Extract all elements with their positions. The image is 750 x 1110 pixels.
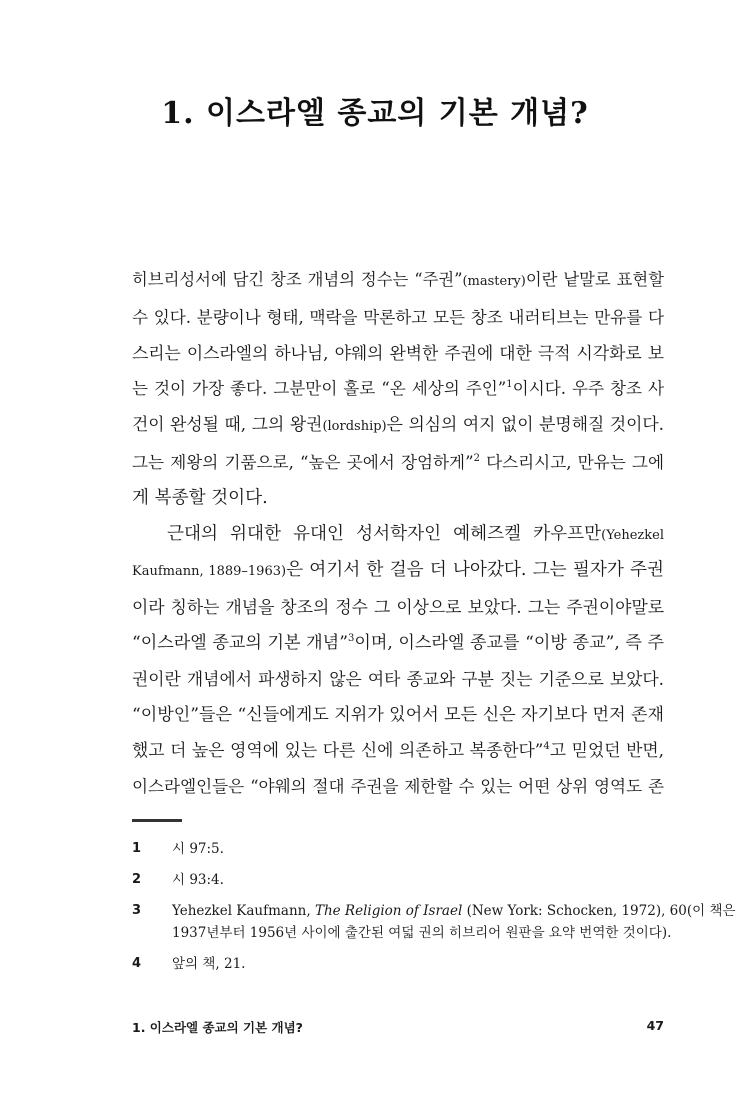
text-line [132, 407, 664, 445]
footnote-line: 1937년부터 1956년 사이에 출간된 여덟 권의 히브리어 원판을 요약 번역한 것이다). [172, 925, 672, 941]
footnote-divider [132, 819, 182, 822]
footnote-ref[interactable]: 3 [347, 632, 355, 644]
body-text [132, 262, 664, 805]
chapter-title: 1. 이스라엘 종교의 기본 개념? [161, 96, 589, 131]
text-line [132, 626, 664, 662]
footnote-number: 3 [132, 903, 142, 918]
footnote-text: 앞의 책, 21. [172, 956, 246, 972]
footnote-ref[interactable]: 2 [473, 452, 480, 464]
text-run: 근대의 위대한 유대인 성서학자인 예헤즈켈 카우프만 [167, 523, 602, 544]
footnote-item [132, 838, 664, 860]
text-run: (New York: Schocken, 1972), 60(이 책은 [462, 903, 736, 919]
footnote-number: 4 [132, 956, 142, 971]
text-line [132, 371, 664, 407]
text-run: 이시다. 우주 창조 사 [512, 379, 664, 399]
footnote-ref[interactable]: 4 [543, 741, 550, 753]
page-number: 47 [646, 1018, 664, 1033]
term-gloss: Kaufmann, 1889–1963) [132, 564, 287, 580]
text-line: 수 있다. 분량이나 형태, 맥락을 막론하고 모든 창조 내러티브는 만유를 다 [132, 307, 664, 327]
footnote-item [132, 869, 664, 891]
text-line: 이라 칭하는 개념을 창조의 정수 그 이상으로 보았다. 그는 주권이야말로 [132, 597, 664, 618]
text-run: Yehezkel Kaufmann, [172, 903, 315, 919]
paragraph-2 [132, 517, 664, 805]
text-line [132, 517, 664, 554]
text-run: 그는 제왕의 기품으로, “높은 곳에서 장엄하게” [132, 452, 474, 472]
text-line [132, 262, 664, 300]
text-line: “이방인”들은 “신들에게도 지위가 있어서 모든 신은 자기보다 먼저 존재 [132, 704, 665, 725]
text-line: 스리는 이스라엘의 하나님, 야웨의 완벽한 주권에 대한 극적 시각화로 보 [132, 342, 664, 363]
term-gloss: (mastery) [462, 274, 526, 289]
text-line [132, 445, 664, 481]
text-line [132, 553, 664, 590]
text-run: “이스라엘 종교의 기본 개념” [132, 632, 348, 653]
text-run: 은 의심의 여지 없이 분명해질 것이다. [386, 414, 664, 435]
footnote-item [132, 953, 664, 975]
text-line: 권이란 개념에서 파생하지 않은 여타 종교와 구분 짓는 기준으로 보았다. [132, 668, 664, 689]
term-gloss: (lordship) [322, 419, 387, 435]
footnote-ref[interactable]: 1 [506, 379, 513, 391]
paragraph-1 [132, 262, 664, 517]
text-run: 했고 더 높은 영역에 있는 다른 신에 의존하고 복종한다” [132, 740, 544, 761]
term-gloss: (Yehezkel [601, 527, 664, 543]
text-run: 고 믿었던 반면, [549, 740, 664, 761]
footnote-line [172, 900, 736, 922]
text-run: 은 여기서 한 걸음 더 나아갔다. 그는 필자가 주권 [286, 560, 664, 581]
footnote-text: 시 93:4. [172, 872, 224, 888]
footnote-item [132, 900, 736, 944]
text-line [132, 733, 664, 769]
page-footer [132, 1018, 664, 1036]
footnotes [132, 838, 736, 984]
text-line: 이스라엘인들은 “야웨의 절대 주권을 제한할 수 있는 어떤 상위 영역도 존 [132, 777, 664, 797]
text-run: 건이 완성될 때, 그의 왕권 [132, 414, 323, 435]
text-line: 게 복종할 것이다. [132, 487, 268, 508]
footnote-text [172, 900, 736, 944]
running-title: 1. 이스라엘 종교의 기본 개념? [132, 1020, 303, 1035]
text-run: 다스리시고, 만유는 그에 [479, 452, 664, 472]
text-run: 이란 낱말로 표현할 [525, 270, 664, 289]
text-run: 히브리성서에 담긴 창조 개념의 정수는 “주권” [132, 270, 463, 289]
footnote-text: 시 97:5. [172, 841, 224, 857]
footnote-number: 1 [132, 841, 142, 856]
text-run: 이며, 이스라엘 종교를 “이방 종교”, 즉 주 [354, 632, 664, 653]
text-run: 는 것이 가장 좋다. 그분만이 홀로 “온 세상의 주인” [132, 379, 507, 399]
book-title: The Religion of Israel [314, 903, 463, 919]
footnote-number: 2 [132, 872, 142, 887]
